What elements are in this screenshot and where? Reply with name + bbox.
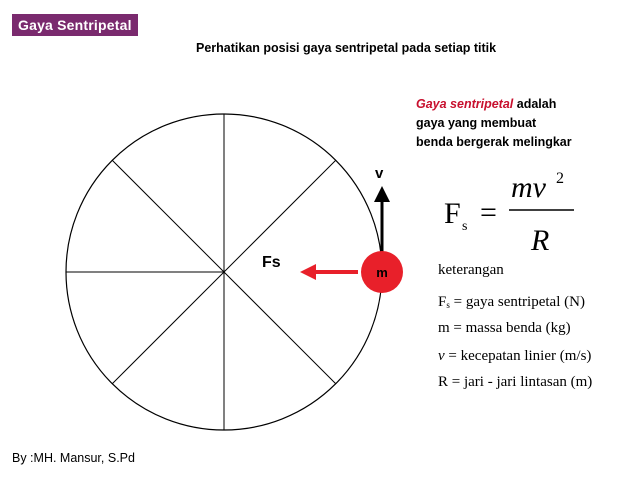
formula-exponent: 2	[556, 170, 564, 187]
definition-term: Gaya sentripetal	[416, 97, 514, 111]
legend-text: = kecepatan linier (m/s)	[444, 348, 592, 364]
centripetal-force-formula	[444, 170, 574, 257]
formula-denominator: R	[531, 224, 550, 257]
legend-heading: keterangan	[438, 262, 504, 278]
legend-symbol: m	[438, 320, 450, 336]
legend-symbol: v	[438, 348, 445, 364]
formula-numerator: mv	[511, 171, 546, 204]
velocity-label: v	[375, 165, 384, 182]
author-credit: By :MH. Mansur, S.Pd	[12, 451, 135, 465]
legend-text: = massa benda (kg)	[449, 320, 571, 336]
legend-row	[438, 374, 592, 391]
formula-equals: =	[480, 196, 497, 229]
radius-spokes	[66, 114, 336, 430]
instruction-text: Perhatikan posisi gaya sentripetal pada setiap titik	[196, 41, 497, 55]
force-label: Fs	[262, 254, 281, 271]
formula-lhs: F	[444, 197, 461, 230]
legend-row	[438, 294, 585, 311]
velocity-arrow	[374, 186, 390, 258]
force-arrow	[300, 264, 358, 280]
legend-row	[438, 348, 591, 365]
legend-symbol-sub: s	[446, 300, 450, 310]
legend-text: = gaya sentripetal (N)	[449, 294, 585, 310]
legend-symbol: F	[438, 294, 447, 310]
title-badge: Gaya Sentripetal	[12, 14, 138, 36]
definition-line-2: gaya yang membuat	[416, 116, 537, 130]
mass-label: m	[376, 265, 388, 280]
definition-line-3: benda bergerak melingkar	[416, 135, 572, 149]
definition-rest: adalah	[513, 97, 557, 111]
legend-row	[438, 320, 571, 337]
legend-symbol: R	[438, 374, 449, 390]
formula-lhs-sub: s	[462, 219, 468, 234]
legend-text: = jari - jari lintasan (m)	[448, 374, 593, 390]
